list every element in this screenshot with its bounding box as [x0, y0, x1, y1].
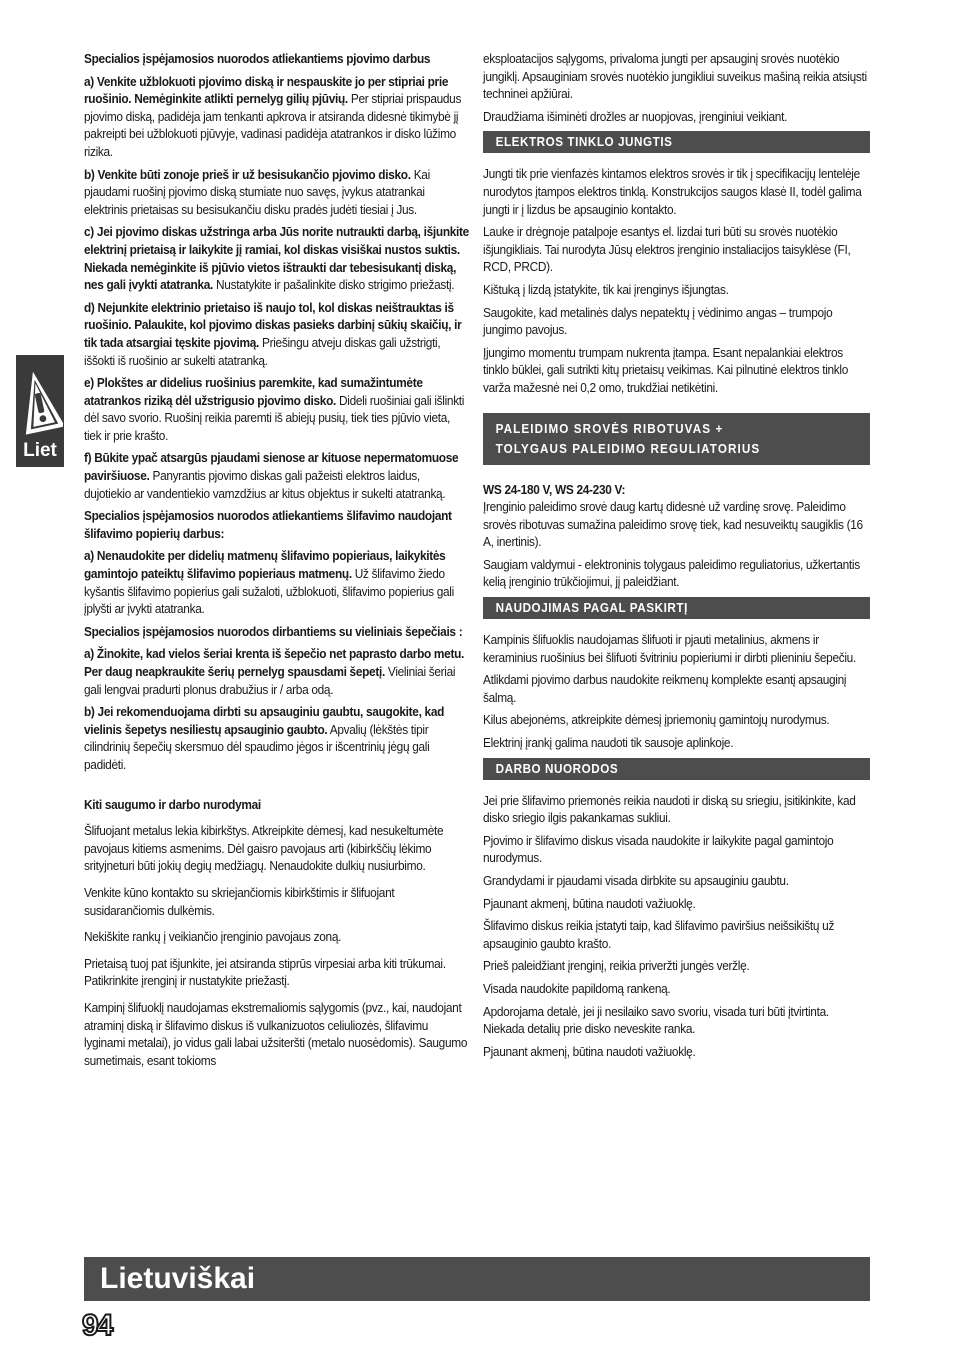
safety-paragraph-3: Nekiškite rankų į veikiančio įrenginio pavojaus zoną.: [84, 929, 342, 945]
power-paragraph-2: Lauke ir drėgnoje patalpoje esantys el. lizdai turi būti su srovės nuotėkio išjungikliais. Tai nurodyta Jūsų elektros įrenginio instaliacijos taisyklėse (FI, RCD, PRCD).: [483, 224, 851, 275]
paragraph-d: [84, 299, 469, 369]
power-paragraph-5: Įjungimo momentu trumpam nukrenta įtampa. Esant nepalankiai elektros tinklo būklei, gali sutrikti kitų prietaisų veikimas. Kai pilnutinė elektros tinklo varža mažesnė nei 0,2 omo, trukdžiai netikėtini.: [483, 344, 849, 395]
work-paragraph-1: Jei prie šlifavimo priemonės reikia naudoti ir diską su sriegiu, įsitikinkite, kad disko sriegio ilgis pakankamas sukliui.: [483, 792, 856, 826]
use-paragraph-3: Kilus abejonėms, atkreipkite dėmesį įpriemonių gamintojų nurodymus.: [483, 712, 830, 728]
section-title-cutting: Specialios įspėjamosios nuorodos atliekantiems pjovimo darbus: [84, 51, 431, 66]
explanation-e: Dideli ruošiniai gali išlinkti dėl savo svorio. Ruošinį reikia paremti iš abiejų pusių, tiek ties pjūvio vieta, tiek ir prie krašto.: [84, 392, 465, 443]
work-paragraph-3: Grandydami ir pjaudami visada dirbkite su apsauginiu gaubtu.: [483, 873, 789, 888]
paragraph-brush-b: [84, 703, 469, 773]
instruction-brush-b: b) Jei rekomenduojama dirbti su apsauginiu gaubtu, saugokite, kad vielinis šepetys nesiliestų apsauginio gaubto.: [84, 704, 445, 737]
safety-paragraph-1: Šlifuojant metalus lekia kibirkštys. Atkreipkite dėmesį, kad nesukeltumėte pavojaus kitiems asmenims. Dėl gaisro pavojaus arti (kibirkščių lėkimo srityjneturi būti jokių degių medžiagų. Nenaudokite dulkių nusiurbimo.: [84, 823, 444, 874]
explanation-d: Priešingu atveju diskas gali užstrigti, iššokti iš ruošinio ar sukelti atatranką.: [84, 334, 441, 368]
section-title-wire-brush: Specialios įspėjamosios nuorodos dirbantiems su vieliniais šepečiais :: [84, 623, 463, 639]
instruction-c: c) Jei pjovimo diskas užstringa arba Jūs norite nutraukti darbą, išjunkite elektrinį prietaisą ir laikykite jį ramiai, kol diskas visiškai nustos suktis. Niekada nemėginkite iš pjūvio vietos ištraukti dar tebesisukantį diską, nes gali įvykti atatranka.: [84, 224, 469, 293]
side-tab-label: Liet: [23, 440, 57, 461]
use-paragraph-2: Atlikdami pjovimo darbus naudokite reikmenų komplekte esantį apsauginį šalmą.: [483, 672, 847, 705]
safety-paragraph-5: Kampinį šlifuoklį naudojamas ekstremaliomis sąlygomis (pvz., kai, naudojant atraminį diską ir šlifavimo diskus iš vulkanizuotos celiuliozės, šlifavimu lyginami metalai), jo vidus gali labai užsiteršti (metalo nuosėdomis). Saugumo sumetimais, esant tokioms: [84, 999, 468, 1068]
page-number: 94: [82, 1309, 112, 1342]
safety-paragraph-4: Prietaisą tuoj pat išjunkite, jei atsiranda stiprūs virpesiai arba kiti trūkumai. Patikrinkite įrenginį ir nustatykite priežastį.: [84, 955, 446, 989]
instruction-d: d) Nejunkite elektrinio prietaiso iš naujo tol, kol diskas neištrauktas iš ruošinio. Palaukite, kol pjovimo diskas pasieks darbinį sūkių skaičių, ir tik tada atsargiai tęskite pjovimą.: [84, 299, 462, 350]
work-paragraph-5: Šlifavimo diskus reikia įstatyti taip, kad šlifavimo paviršius neišsikištų už apsauginio gaubto krašto.: [483, 918, 835, 951]
warning-icon: [17, 365, 63, 435]
limiter-paragraph-1: Įrenginio paleidimo srovė daug kartų didesnė už vardinę srovę. Paleidimo srovės ribotuvas sumažina paleidimo srovę tiek, kad nesuveiktų saugiklis (16 A, inertinis).: [483, 499, 863, 550]
paragraph-e: [84, 374, 469, 444]
model-list: WS 24-180 V, WS 24-230 V:: [483, 481, 626, 497]
paragraph-continuation: eksploatacijos sąlygoms, privaloma jungti per apsauginį srovės nuotėkio jungiklį. Apsauginiam srovės nuotėkio jungikliui suveikus mašiną reikia atsiųsti techninei apžiūrai.: [483, 51, 867, 102]
instruction-e: e) Plokštes ar didelius ruošinius paremkite, kad sumažintumėte atatrankos riziką dėl užstrigusio pjovimo disko.: [84, 375, 423, 408]
limiter-paragraph-2: Saugiam valdymui - elektroninis tolygaus paleidimo reguliatorius, užkertantis kelią įrenginio trūkčiojimui, jį paleidžiant.: [483, 556, 860, 590]
instruction-b: b) Venkite būti zonoje prieš ir už besisukančio pjovimo disko.: [84, 166, 411, 182]
work-paragraph-4: Pjaunant akmenį, būtina naudoti važiuoklę.: [483, 895, 696, 911]
power-paragraph-1: Jungti tik prie vienfazės kintamos elektros srovės ir tik į specifikacijų lentelėje nurodytos įtampos elektros tinklą. Konstrukcijos saugos klasė II, todėl galima jungti ir į lizdus be apsauginio kontakto.: [483, 166, 862, 217]
left-column: [84, 50, 469, 1074]
paragraph-sanding-a: [84, 547, 469, 617]
explanation-f: Panyrantis pjovimo diskas gali pažeisti elektros laidus, dujotiekio ar vandentiekio vamzdžius ar kitus objektus ir sukelti atatranką.: [84, 468, 446, 501]
paragraph-f: [84, 449, 469, 502]
section-title-sanding: Specialios įspėjamosios nuorodos atliekantiems šlifavimo naudojant šlifavimo popierių darbus:: [84, 508, 452, 541]
use-paragraph-4: Elektrinį įrankį galima naudoti tik sausoje aplinkoje.: [483, 735, 734, 751]
heading-line-2: TOLYGAUS PALEIDIMO REGULIATORIUS: [495, 440, 761, 456]
language-side-tab: [16, 355, 64, 467]
instruction-a: a) Venkite užblokuoti pjovimo diską ir nespauskite jo per stipriai prie ruošinio. Nemėginkite atlikti pernelyg gilių pjūvių.: [84, 73, 449, 107]
explanation-b: Kai pjaudami ruošinį pjovimo diską stumiate nuo savęs, įvykus atatrankai elektrinis prietaisas su besisukančiu disku pradės judėti tiesiai į Jus.: [84, 166, 430, 217]
explanation-c: Nustatykite ir pašalinkite disko strigimo priežastį.: [216, 277, 455, 293]
explanation-a: Per stipriai prispaudus pjovimo diską, padidėja jam tenkanti apkrova ir atsiranda didesnė tikimybė jį pakreipti bei užblokuoti pjūvyje, vadinasi padidėja atatrankos ir disko lūžimo rizika.: [84, 91, 462, 159]
paragraph-b: [84, 166, 469, 219]
heading-start-current-limiter: [483, 413, 870, 465]
footer-language-bar: [84, 1257, 870, 1301]
explanation-sanding-a: Už šlifavimo žiedo kyšantis šlifavimo popierius gali sužaloti, užblokuoti, šlifavimo popierius gali įplyšti ar įvykti atatranka.: [84, 566, 454, 617]
work-paragraph-7: Visada naudokite papildomą rankeną.: [483, 980, 671, 996]
instruction-f: f) Būkite ypač atsargūs pjaudami sienose ar kituose nepermatomuose paviršiuose.: [84, 450, 459, 484]
instruction-sanding-a: a) Nenaudokite per didelių matmenų šlifavimo popieriaus, laikykitės gamintojo pateiktų šlifavimo popieriaus matmenų.: [84, 548, 446, 582]
footer-language-title: Lietuviškai: [100, 1262, 256, 1295]
explanation-brush-b: Apvalių (lėkštės tipir cilindrinių šepečių skersmuo dėl spaudimo jėgos ir išcentrinių jėgų gali padidėti.: [84, 721, 430, 772]
work-paragraph-6: Prieš paleidžiant įrenginį, reikia priveržti jungės veržlę.: [483, 958, 750, 974]
power-paragraph-3: Kištuką į lizdą įstatykite, tik kai įrenginys išjungtas.: [483, 281, 729, 297]
work-paragraph-9: Pjaunant akmenį, būtina naudoti važiuoklę.: [483, 1043, 696, 1059]
paragraph-brush-a: [84, 645, 469, 698]
section-title-other-safety: Kiti saugumo ir darbo nurodymai: [84, 796, 261, 812]
paragraph-chips: Draudžiama išiminėti drožles ar nuopjovas, įrenginiui veikiant.: [483, 108, 788, 124]
explanation-brush-a: Vieliniai šeriai gali lengvai pradurti plonus drabužius ir / arba odą.: [84, 664, 456, 697]
heading-line-1: PALEIDIMO SROVĖS RIBOTUVAS +: [495, 420, 724, 436]
instruction-brush-a: a) Žinokite, kad vielos šeriai krenta iš šepečio net paprasto darbo metu. Per daug neapkraukite šerių pernelyg spausdami šepetį.: [84, 646, 465, 679]
heading-intended-use: NAUDOJIMAS PAGAL PASKIRTĮ: [483, 597, 870, 619]
paragraph-c: [84, 223, 469, 293]
work-paragraph-2: Pjovimo ir šlifavimo diskus visada naudokite ir laikykite pagal gamintojo nurodymus.: [483, 832, 834, 866]
paragraph-a: [84, 73, 469, 161]
use-paragraph-1: Kampinis šlifuoklis naudojamas šlifuoti ir pjauti metalinius, akmens ir keraminius ruošinius bei šlifuoti švitriniu popieriumi ir dirbti plieniniu šepečiu.: [483, 632, 856, 665]
right-column: [483, 50, 870, 1065]
heading-work-instructions: DARBO NUORODOS: [483, 758, 870, 780]
heading-power-connection: ELEKTROS TINKLO JUNGTIS: [483, 131, 870, 153]
safety-paragraph-2: Venkite kūno kontakto su skriejančiomis kibirkštimis ir šlifuojant susidarančiomis dulkėmis.: [84, 884, 395, 918]
work-paragraph-8: Apdorojama detalė, jei ji nesilaiko savo svoriu, visada turi būti įtvirtinta. Niekada detalių prie disko neveskite ranka.: [483, 1003, 829, 1037]
power-paragraph-4: Saugokite, kad metalinės dalys nepatektų į vėdinimo angas – trumpojo jungimo pavojus.: [483, 304, 833, 338]
